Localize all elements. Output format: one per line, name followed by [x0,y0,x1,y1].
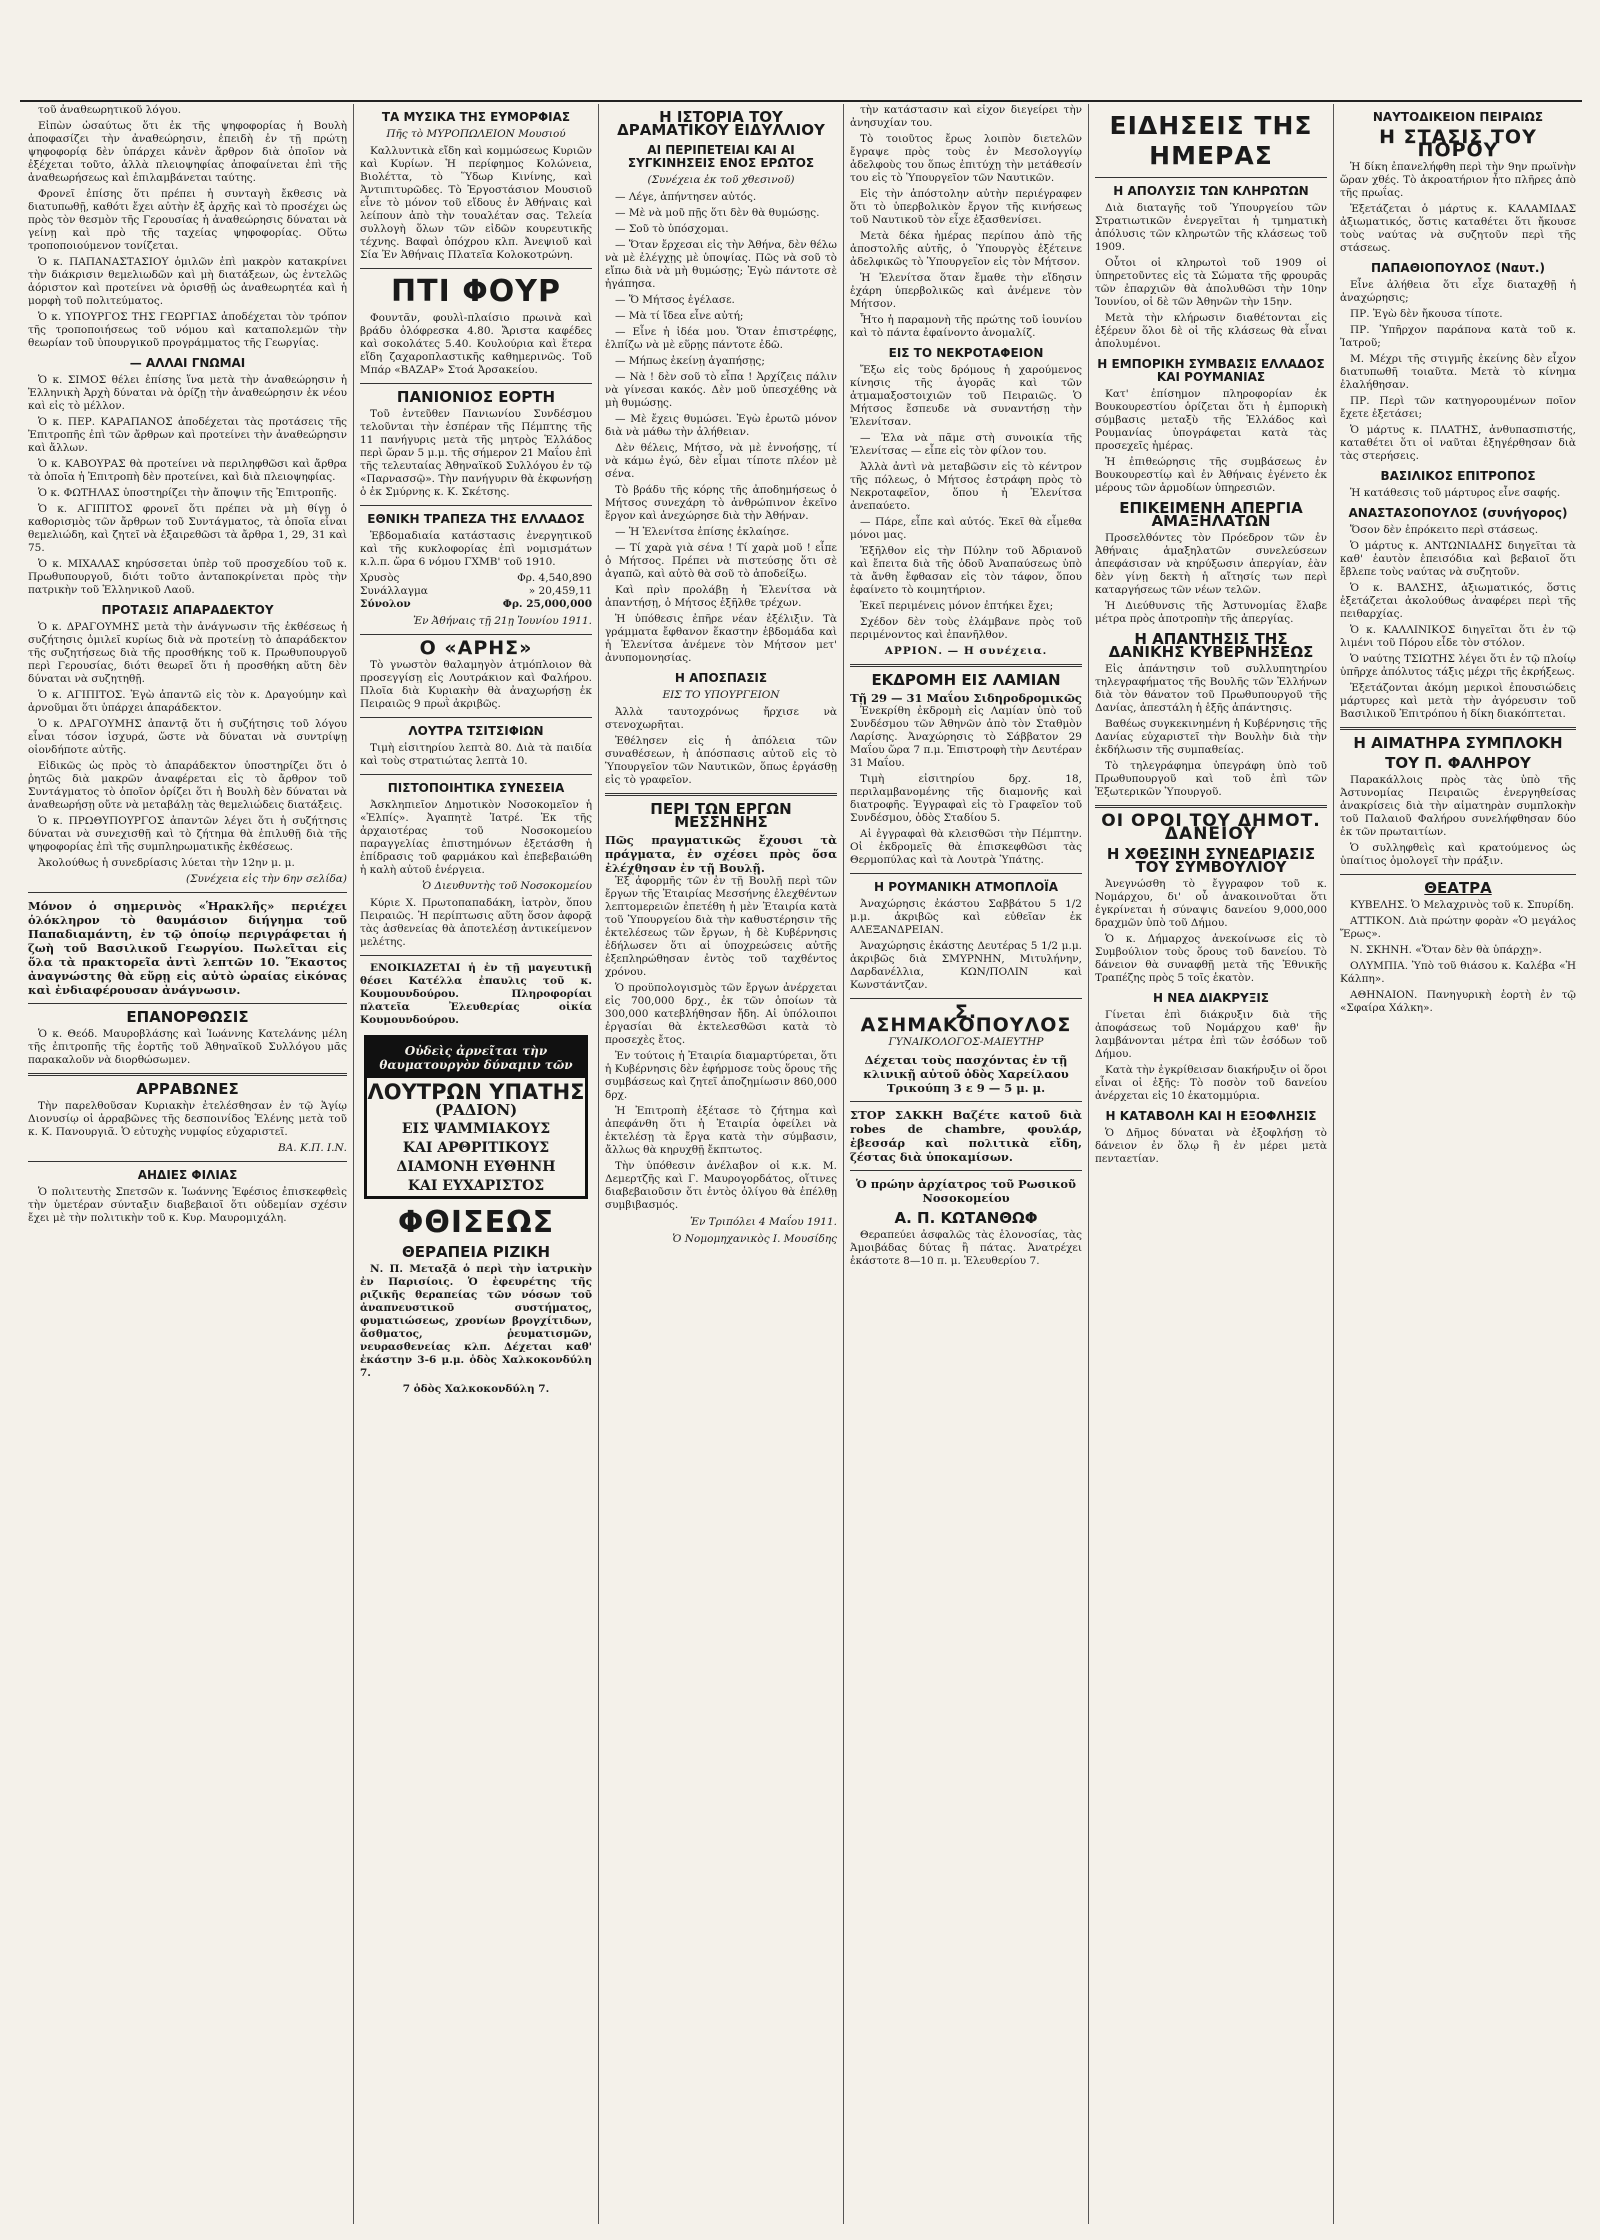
paragraph: Ἀναχώρησις ἐκάστης Δευτέρας 5 1/2 μ.μ. ἀκριβῶς διὰ ΣΜΥΡΝΗΝ, Μιτυλήνην, Δαρδανέλλια, ΚΩΝ/ΠΟΛΙΝ καὶ Κωνστάντζαν. [850,940,1082,991]
divider [360,717,592,718]
advert-text: Ὁ πρώην ἀρχίατρος τοῦ Ρωσικοῦ Νοσοκομείου [856,1177,1076,1205]
paragraph: Τὴν παρελθοῦσαν Κυριακὴν ἐτελέσθησαν ἐν τῷ Ἁγίῳ Διονυσίῳ οἱ ἀρραβῶνες τῆς δεσποινίδος Ἑλένης μετὰ τοῦ κ. Κ. Πανουργιᾶ. Ὁ εὐτυχὴς νυμφίος εὐχαριστεῖ. [28,1100,347,1138]
divider [360,955,592,956]
bank-value: Φρ. 4,540,890 [517,572,592,584]
divider [360,505,592,506]
paragraph: Ὁ κ. ΚΑΛΛΙΝΙΚΟΣ διηγεῖται ὅτι ἐν τῷ λιμένι τοῦ Πόρου εἶδε τὸν στόλον. [1340,624,1576,649]
baths-advert-subtitle: (ΡΑΔΙΟΝ) [434,1101,518,1119]
advert-heading: ΤΑ ΜΥΣΙΚΑ ΤΗΣ ΕΥΜΟΡΦΙΑΣ [381,110,571,124]
paragraph: Διὰ διαταγῆς τοῦ Ὑπουργείου τῶν Στρατιωτικῶν ἐνεργεῖται ἡ τμηματικὴ ἀπόλυσις τῶν κληρωτῶν τῆς κλάσεως τοῦ 1909. [1095,202,1327,253]
paragraph: — Μήπως ἐκείνῃ ἀγαπήσῃς; [615,355,765,367]
paragraph: Ἔξω εἰς τοὺς δρόμους ἡ χαρούμενος κίνησις τῆς ἀγορᾶς καὶ τῶν ἀτμαμαξοστοιχιῶν τοῦ Πειραιῶς. Ὁ Μήτσος ἔσπευδε νὰ συναντήσῃ τὴν Ἐλενίτσαν. [850,364,1082,428]
story-subheading: ΑΙ ΠΕΡΙΠΕΤΕΙΑΙ ΚΑΙ ΑΙ ΣΥΓΚΙΝΗΣΕΙΣ ΕΝΟΣ ΕΡΩΤΟΣ [627,143,815,170]
paragraph: Ὅσον δὲν ἐπρόκειτο περὶ στάσεως. [1350,524,1539,536]
divider [28,892,347,893]
divider [28,1003,347,1004]
bold-advert: Μόνον ὁ σημερινὸς «Ἡρακλῆς» περιέχει ὁλόκληρον τὸ θαυμάσιον διήγημα τοῦ Παπαδιαμάντη, ἐν τῷ ὁποίῳ περιγράφεται ἡ ζωὴ τοῦ Βασιλικοῦ Γεωργίου. Πωλεῖται εἰς ὅλα τὰ πρακτορεῖα ἀντὶ λεπτῶν 10. Ἕκαστος ἀναγνώστης θὰ εὕρῃ εἰς αὐτὸ ὡραίας εἰκόνας καὶ ἐνδιαφέρουσαν ἀνάγνωσιν. [28,899,347,997]
paragraph: Ὁ πολιτευτὴς Σπετσῶν κ. Ἰωάννης Ἐφέσιος ἐπισκεφθεὶς τὴν ὑμετέραν σύνταξιν διαβεβαιοῖ ὅτι οὐδεμίαν σχέσιν ἔχει μὲ τὴν πολιτικὴν τοῦ κ. Κυρ. Μαυρομιχάλη. [28,1186,347,1224]
bank-label: Χρυσὸς [360,572,400,584]
paragraph: Τὴν ὑπόθεσιν ἀνέλαβον οἱ κ.κ. Μ. Δεμερτζῆς καὶ Γ. Μαυρογορδάτος, οἵτινες διαβεβαιοῦσιν ὅτι ἐντὸς ὀλίγου θὰ ἐπέλθῃ συμβιβασμός. [605,1160,837,1211]
paragraph: Κύριε Χ. Πρωτοπαπαδάκη, ἰατρὸν, ὅπου Πειραιῶς. Ἡ περίπτωσις αὕτη ὅσον ἀφορᾷ τὰς ἀσθενείας θὰ ἀποτελέσῃ ἀντικείμενον μελέτης. [360,897,592,948]
advert-text: Καλλυντικὰ εἴδη καὶ κομμώσεως Κυριῶν καὶ Κυρίων. Ἡ περίφημος Κολώνεια, Βιολέττα, τὸ Ὕδωρ Κινίνης, καὶ Ἀντιπιτυρῶδες. Τὸ Ἐργοστάσιον Μουσιοῦ εἶνε τὸ μόνον τοῦ εἴδους ἐν Ἀθήναις καὶ λείπουν ἀπὸ τὴν τουαλέταν σας. Τελεία συλλογὴ ὅλων τῶν εἰδῶν κουρευτικῆς τέχνης. Βαφαὶ ὀπόχρου κλπ. Ἀνεψιοῦ καὶ Σία Ἐν Ἀθήναις Πλατεῖα Κολοκοτρώνη. [360,145,592,261]
paragraph: Οὗτοι οἱ κληρωτοὶ τοῦ 1909 οἱ ὑπηρετοῦντες εἰς τὰ Σώματα τῆς φρουρᾶς τῶν ἐπαρχιῶν θὰ ἀπολυθῶσι τὴν 10ην Ἰουνίου, οἱ δὲ τῶν Ἀθηνῶν τὴν 15ην. [1095,257,1327,308]
section-heading: Η ΑΠΑΝΤΗΣΙΣ ΤΗΣ ΔΑΝΙΚΗΣ ΚΥΒΕΡΝΗΣΕΩΣ [1108,630,1314,661]
paragraph: ΠΡ. Ὑπῆρχον παράπονα κατὰ τοῦ κ. Ἰατροῦ; [1340,324,1576,349]
paragraph: Ἐκεῖ περιμένεις μόνον ἐπτήκει ἔχει; [860,600,1054,612]
bank-value: Φρ. 25,000,000 [502,598,592,610]
paragraph: Ἐξετάζεται ὁ μάρτυς κ. ΚΑΛΑΜΙΔΑΣ ἀξιωματικός, ὅστις καταθέτει ὅτι ἤκουσε τοὺς ναύτας νὰ συζητοῦν περὶ τῆς στάσεως. [1340,203,1576,254]
divider [850,1101,1082,1102]
paragraph: Εἰπὼν ὡσαύτως ὅτι ἐκ τῆς ψηφοφορίας ἡ Βουλὴ ἀποφασίζει τὴν ἀναθεώρησιν, ἐπειδὴ ἐν τῇ πρώτῃ ψηφοφορίᾳ δὲν ὑπάρχει κἀνὲν ἄρθρον διὰ ὁποῖον νὰ ἐξέχεται τοῦτο, ἀλλὰ πλειοψηφίας ἀποφαίνεται ἐπὶ τῆς ἀναθεωρήσεως καὶ ἐπιλαμβάνεται ταύτης. [28,120,347,184]
advert-heading: Α. Π. ΚΩΤΑΝΘΩΦ [894,1209,1038,1227]
baths-advert-title: ΛΟΥΤΡΩΝ ΥΠΑΤΗΣ [367,1080,585,1104]
paragraph: — Ἐλα νὰ πᾶμε στὴ συνοικία τῆς Ἐλενίτσας — εἶπε εἰς τὸν φίλον του. [850,432,1082,457]
divider [1095,177,1327,178]
paragraph: — Μὲ νὰ μοῦ πῇς ὅτι δὲν θὰ θυμώσῃς. [615,207,820,219]
divider [850,998,1082,999]
paragraph: — Νὰ ! δὲν σοῦ τὸ εἶπα ! Ἀρχίζεις πάλιν νὰ γίνεσαι κακός. Δὲν μοῦ ὑπεσχέθης νὰ μὴ θυμώσῃς. [605,371,837,409]
section-heading: ΕΚΔΡΟΜΗ ΕΙΣ ΛΑΜΙΑΝ [871,671,1061,689]
advert-address: 7 ὁδὸς Χαλκοκονδύλη 7. [402,1383,550,1395]
advert-text: ΣΤΟΡ ΣΑΚΚΗ Βαζέτε κατοῦ διὰ robes de chambre, φουλάρ, ἐβεσσάρ καὶ πολιτικὰ εἴδη, ζέστας διὰ ὑποκαμίσων. [850,1108,1082,1164]
paragraph: Παρακάλλοις πρὸς τὰς ὑπὸ τῆς Ἀστυνομίας Πειραιῶς ἐνεργηθείσας ἀνακρίσεις διὰ τὴν αἱματηρὰν συμπλοκὴν τοῦ Παλαιοῦ Φαλήρου συνελήφθησαν δύο ἐκ τῶν πρωταιτίων. [1340,774,1576,838]
section-heading: — ΑΛΛΑΙ ΓΝΩΜΑΙ [129,356,246,370]
paragraph: Ὁ κ. ΦΩΤΗΛΑΣ ὑποστηρίζει τὴν ἄποψιν τῆς Ἐπιτροπῆς. [38,487,337,499]
paragraph: Ἦτο ἡ παραμονὴ τῆς πρώτης τοῦ ἰουνίου καὶ τὸ πάντα ἐφαίνοντο ἀνομαλίζ. [850,314,1082,339]
section-heading: ΑΡΡΑΒΩΝΕΣ [136,1080,239,1098]
dateline: Ἐν Τριπόλει 4 Μαΐου 1911. [689,1216,837,1228]
theatre-listing: Ν. ΣΚΗΝΗ. «Ὅταν δὲν θὰ ὑπάρχῃ». [1350,944,1542,956]
divider [850,664,1082,667]
section-heading: ΕΙΣ ΤΟ ΝΕΚΡΟΤΑΦΕΙΟΝ [888,346,1044,360]
paragraph: Ἀνεγνώσθη τὸ ἔγγραφον τοῦ κ. Νομάρχου, δι' οὗ ἀνακοινοῦται ὅτι ἐγκρίνεται ἡ σύναψις δανείου 9,000,000 δραχμῶν ὑπὸ τοῦ Δήμου. [1095,878,1327,929]
paragraph: Τιμὴ εἰσιτηρίου λεπτὰ 80. Διὰ τὰ παιδία καὶ τοὺς στρατιώτας λεπτὰ 10. [360,742,592,767]
baths-advert-line: ΚΑΙ ΑΡΘΡΙΤΙΚΟΥΣ [402,1140,550,1156]
divider [850,873,1082,874]
advert-text: Δέχεται τοὺς πασχόντας ἐν τῇ κλινικῇ αὐτοῦ ὁδὸς Χαρείλαου Τρικούπη 3 ε 9 — 5 μ. μ. [863,1053,1069,1095]
baths-advert [364,1035,588,1199]
baths-advert-line: ΚΑΙ ΕΥΧΑΡΙΣΤΟΣ [407,1178,545,1194]
paragraph: — Ὅ Μήτσος ἐγέλασε. [615,294,735,306]
paragraph: Ὁ κ. ΚΑΒΟΥΡΑΣ θὰ προτείνει νὰ περιληφθῶσι καὶ ἄρθρα τὰ ὁποῖα ἡ Ἐπιτροπὴ δὲν προτείνει, καὶ διὰ πλειοψηφίας. [28,458,347,483]
paragraph: Ὁ μάρτυς κ. ΑΝΤΩΝΙΑΔΗΣ διηγεῖται τὰ καθ' ἑαυτὸν ἐπεισόδια καὶ βεβαιοῖ ὅτι ἔβλεπε τοὺς ναύτας νὰ συζητοῦν. [1340,540,1576,578]
column-5 [1089,104,1334,2224]
column-4 [844,104,1089,2224]
theatre-listing: ΟΛΥΜΠΙΑ. Ὑπὸ τοῦ θιάσου κ. Καλέβα «Ἡ Κάλπη». [1340,960,1576,985]
paragraph: Ὁ κ. ΑΓΙΠΙΤΟΣ φρονεῖ ὅτι πρέπει νὰ μὴ θίγῃ ὁ καθορισμὸς τῶν ἄρθρων τοῦ Συντάγματος, τὰ ὁποῖα εἶναι θεμελιώδη, καὶ ζητεῖ νὰ ἐξαιρεθῶσι τὰ ἄρθρα 1, 29, 31 καὶ 75. [28,503,347,554]
paragraph: Εἶνε ἀλήθεια ὅτι εἶχε διαταχθῇ ἡ ἀναχώρησις; [1340,279,1576,304]
advert-text: Φουντᾶν, φουλὶ-πλαίσιο πρωινὰ καὶ βράδυ ὀλόφρεσκα 4.80. Ἄριστα καφέδες καὶ σοκολάτες 5.40. Κουλούρια καὶ ἕτερα εἴδη ζαχαροπλαστικῆς καθημερινῶς. Τοῦ Μπάρ «ΒΑΖΑΡ» Στοά Ἀρσακείου. [360,312,592,376]
section-heading: ΕΠΙΚΕΙΜΕΝΗ ΑΠΕΡΓΙΑ ΑΜΑΞΗΛΑΤΩΝ [1119,499,1303,530]
rent-notice: ΕΝΟΙΚΙΑΖΕΤΑΙ ἡ ἐν τῇ μαγευτικῇ θέσει Κατέλλα ἐπαυλις τοῦ κ. Κουμουνδούρου. Πληροφορίαι πλατεῖα Ἐλευθερίας οἰκία Κουμουνδούρου. [360,962,592,1026]
paragraph: — Πάρε, εἶπε καὶ αὐτός. Ἐκεῖ θὰ εἶμεθα μόνοι μας. [850,516,1082,541]
section-heading: ΝΑΥΤΟΔΙΚΕΙΟΝ ΠΕΙΡΑΙΩΣ [1372,110,1544,124]
theatre-listing: ΚΥΒΕΛΗΣ. Ὁ Μελαχρινὸς τοῦ κ. Σπυρίδη. [1350,899,1574,911]
paragraph: ΠΡ. Ἐγὼ δὲν ἤκουσα τίποτε. [1350,308,1503,320]
news-masthead: ΕΙΔΗΣΕΙΣ ΤΗΣ ΗΜΕΡΑΣ [1109,111,1313,170]
divider [360,268,592,269]
advert-heading-large: ΠΤΙ ΦΟΥΡ [391,274,561,309]
section-heading: ΠΑΝΙΟΝΙΟΣ ΕΟΡΤΗ [396,388,556,406]
paragraph: Ὁ κ. ΔΡΑΓΟΥΜΗΣ ἀπαντᾷ ὅτι ἡ συζήτησις τοῦ λόγου εἶναι τόσον ἰσχυρά, ὥστε νὰ δύναται νὰ συντρίψῃ οἱονδήποτε αὐτῆς. [28,718,347,756]
paragraph: Ἑβδομαδιαία κατάστασις ἐνεργητικοῦ καὶ τῆς κυκλοφορίας ἐπὶ νομισμάτων κ.λ.π. ὥρα 6 νόμου ΓΧΜΒ' τοῦ 1910. [360,530,592,568]
paragraph: Ὁ κ. ΜΙΧΑΛΑΣ κηρύσσεται ὑπὲρ τοῦ προσχεδίου τοῦ κ. Πρωθυπουργοῦ, διότι τοῦτο ἀνταποκρίνεται πρὸς τὴν πατρικὴν τοῦ Ἑλληνικοῦ Λαοῦ. [28,558,347,596]
paragraph: — Μὲ ἔχεις θυμώσει. Ἐγὼ ἐρωτῶ μόνον διὰ νὰ μάθω τὴν ἀλήθειαν. [605,413,837,438]
top-rule [20,100,1582,102]
paragraph: Ὁ κ. Δήμαρχος ἀνεκοίνωσε εἰς τὸ Συμβούλιον τοὺς ὅρους τοῦ δανείου. Τὸ δάνειον θὰ συναφθῇ μετὰ τῆς Ἐθνικῆς Τραπέζης πρὸς 5 τοῖς ἑκατὸν. [1095,933,1327,984]
advert-text: Ν. Π. Μεταξᾶ ὁ περὶ τὴν ἰατρικὴν ἐν Παρισίοις. Ὁ ἐφευρέτης τῆς ριζικῆς θεραπείας τῶν νόσων τοῦ ἀναπνευστικοῦ συστήματος, φυματιώσεως, χρονίων βρογχίτιδων, ἄσθματος, ῥευματισμῶν, νευρασθενείας κλπ. Δέχεται καθ' ἑκάστην 3-6 μ.μ. ὁδὸς Χαλκοκονδύλη 7. [360,1263,592,1379]
divider [850,1170,1082,1171]
paragraph: Ἡ ὑπόθεσις ἐπῆρε νέαν ἐξέλιξιν. Τὰ γράμματα ἔφθανον ἕκαστην ἑβδομάδα καὶ ἡ Ἐλενίτσα ἀνέμενε τὸν Μήτσον μετ' ἀνυπομονησίας. [605,613,837,664]
signature: Ὁ Διευθυντὴς τοῦ Νοσοκομείου [422,880,592,892]
signature: ΒΑ. Κ.Π. Ι.Ν. [278,1142,347,1154]
advert-subheading: Πῆς τὸ ΜΥΡΟΠΩΛΕΙΟΝ Μουσιού [386,128,566,140]
divider [360,634,592,635]
divider [360,383,592,384]
paragraph: Ἡ Ἐπιτροπὴ ἐξέτασε τὸ ζήτημα καὶ ἀπεφάνθη ὅτι ἡ Ἐταιρία ὀφείλει νὰ ἐκτελέσῃ τὰ ἔργα κατὰ τὴν σύμβασιν, ἄλλως θὰ κηρυχθῇ ἔκπτωτος. [605,1105,837,1156]
columns [22,104,1582,2224]
paragraph: Ἐξετάζονται ἀκόμη μερικοὶ ἐπουσιώδεις μάρτυρες καὶ μετὰ τὴν ἀγόρευσιν τοῦ Βασιλικοῦ Ἐπιτρόπου ἡ δίκη διακόπτεται. [1340,682,1576,720]
paragraph: Κατ' ἐπίσημον πληροφορίαν ἐκ Βουκουρεστίου ὁρίζεται ὅτι ἡ ἐμπορικὴ σύμβασις μεταξὺ τῆς Ἑλλάδος καὶ Ρουμανίας ὑπογράφεται κατὰ τὰς προσεχεῖς ἡμέρας. [1095,388,1327,452]
paragraph: Ἡ ἐπιθεώρησις τῆς συμβάσεως ἐν Βουκουρεστίῳ καὶ ἐν Ἀθήναις ἐγένετο ἐκ μέρους τῶν ἀρμοδίων ὑπηρεσιῶν. [1095,456,1327,494]
section-heading: ΟΙ ΟΡΟΙ ΤΟΥ ΔΗΜΟΤ. ΔΑΝΕΙΟΥ [1101,811,1321,844]
speaker-heading: ΒΑΣΙΛΙΚΟΣ ΕΠΙΤΡΟΠΟΣ [1380,469,1536,483]
section-heading: Η ΑΠΟΣΠΑΣΙΣ [674,671,768,685]
paragraph: Ὁ συλληφθεὶς καὶ κρατούμενος ὡς ὑπαίτιος ὁμολογεῖ τὴν πράξιν. [1340,842,1576,867]
section-heading: Η ΝΕΑ ΔΙΑΚΡΥΞΙΣ [1153,991,1269,1005]
advert-heading: Σ. ΑΣΗΜΑΚΟΠΟΥΛΟΣ [860,1001,1072,1036]
section-subheading: Η ΧΘΕΣΙΝΗ ΣΥΝΕΔΡΙΑΣΙΣ ΤΟΥ ΣΥΜΒΟΥΛΙΟΥ [1106,845,1316,876]
story-heading: Η ΙΣΤΟΡΙΑ ΤΟΥ ΔΡΑΜΑΤΙΚΟΥ ΕΙΔΥΛΛΙΟΥ [617,108,825,139]
bank-row [360,598,592,611]
paragraph: ΠΡ. Περὶ τῶν κατηγορουμένων ποῖον ἔχετε ἐξετάσει; [1340,395,1576,420]
paragraph: Ὁ κ. ΒΑΛΣΗΣ, ἀξιωματικός, ὅστις ἐξετάζεται ἀκολούθως ἀναφέρει περὶ τῆς πειθαρχίας. [1340,582,1576,620]
speaker-heading: ΑΝΑΣΤΑΣΟΠΟΥΛΟΣ (συνήγορος) [1348,506,1568,520]
continuation-note: (Συνέχεια ἐκ τοῦ χθεσινοῦ) [647,174,795,186]
section-heading: ΠΙΣΤΟΠΟΙΗΤΙΚΑ ΣΥΝΕΣΕΙΑ [387,781,565,795]
divider [1340,727,1576,730]
continuation-note: (Συνέχεια εἰς τὴν 6ην σελίδα) [185,873,347,885]
paragraph: Εἰς τὴν ἀπόστολην αὐτὴν περιέγραφεν ὅτι τὸ ὑπερβολικὸν ἔργον τῆς κινήσεως τοῦ Ναυτικοῦ τὸν εἶχε ἐξασθενίσει. [850,188,1082,226]
paragraph: — Ὅταν ἔρχεσαι εἰς τὴν Ἀθήνα, δὲν θέλω νὰ μὲ ἐλέγχῃς μὲ ὑποψίας. Πῶς νὰ σοῦ τὸ εἴπω διὰ νὰ μὴ θυμώσῃς; Ἐγὼ πάντοτε σὲ ἠγάπησα. [605,239,837,290]
paragraph: Φρονεῖ ἐπίσης ὅτι πρέπει ἡ συνταγὴ ἔκθεσις νὰ διατυπωθῇ, καθότι ἔχει αὐτὴν ἐξ ἀρχῆς καὶ τὸ προσέχει ὡς πρὸς τὸν θεσμὸν τῆς Γερουσίας ἡ ἀναθεώρησις δύναται νὰ γείνῃ καὶ πρὸ τῆς ταχείας ψηφοφορίας. Οὕτω τροποποιούμενον τονίζεται. [28,188,347,252]
paragraph: Ἐξῆλθον εἰς τὴν Πύλην τοῦ Ἀδριανοῦ καὶ ἔπειτα διὰ τῆς ὁδοῦ Ἀναπαύσεως ὑπὸ τὰ ἄνθη ἔφθασαν εἰς τὸν τάφον, ὅπου ἐφαίνετο τὸ κοιμητήριον. [850,545,1082,596]
paragraph: Ὁ κ. ΔΡΑΓΟΥΜΗΣ μετὰ τὴν ἀνάγνωσιν τῆς ἐκθέσεως ἡ συζήτησις ὁμιλεῖ κυρίως διὰ νὰ προτείνῃ τὸ ἀπαράδεκτον τῆς συζητήσεως διὰ τῆς προσθήκης τοῦ κ. Πρωθυπουργοῦ περὶ Γερουσίας, διότι θεωρεῖ ὅτι ἡ προσθήκη αὕτη δὲν δύναται νὰ συζητηθῇ. [28,621,347,685]
column-2 [354,104,599,2224]
advert-subheading: ΘΕΡΑΠΕΙΑ ΡΙΖΙΚΗ [401,1243,551,1261]
bold-lead: Πῶς πραγματικῶς ἔχουσι τὰ πράγματα, ἐν σχέσει πρὸς ὅσα ἐλέχθησαν ἐν τῇ Βουλῇ. [605,833,837,875]
paragraph: Ἐξ ἀφορμῆς τῶν ἐν τῇ Βουλῇ περὶ τῶν ἔργων τῆς Ἐταιρίας Μεσσήνης ἐλεχθέντων λεπτομερειῶν ἐπετέθη ἡ μὲν Ἐταιρία κατὰ τοῦ Ὑπουργείου διὰ τὴν καθυστέρησιν τῆς ἐκτελέσεως τῶν ἔργων, ἡ δὲ Κυβέρνησις ἐδήλωσεν ὅτι αἱ ὑποχρεώσεις αὐτῆς ἐξεπληρώθησαν ἐντὸς τοῦ ταχθέντος χρόνου. [605,875,837,978]
paragraph: Τὸ τηλεγράφημα ὑπεγράφη ὑπὸ τοῦ Πρωθυπουργοῦ καὶ τοῦ ἐπὶ τῶν Ἐξωτερικῶν Ὑπουργοῦ. [1095,760,1327,798]
section-heading: Ο «ΑΡΗΣ» [419,637,533,659]
column-6 [1334,104,1582,2224]
paragraph: Ἀσκληπιεῖον Δημοτικὸν Νοσοκομεῖον ἡ «Ἐλπίς». Ἀγαπητὲ Ἰατρέ. Ἐκ τῆς ἀρχαιοτέρας τοῦ Νοσοκομείου παραγγελίας ἐπιστημόνων ἐξετάσθη ἡ ἐπίδρασις τοῦ φαρμάκου καὶ ἐπεβεβαιώθη ἡ καλὴ αὐτοῦ ἐνέργεια. [360,799,592,876]
paragraph: Μ. Μέχρι τῆς στιγμῆς ἐκείνης δὲν εἶχον διατυπωθῆ τοιαῦτα. Μετὰ τὸ κίνημα ἐλαλήθησαν. [1340,353,1576,391]
divider [605,793,837,796]
paragraph: Ἐνεκρίθη ἐκδρομὴ εἰς Λαμίαν ὑπὸ τοῦ Συνδέσμου τῶν Ἀθηνῶν ἀπὸ τὸν Σταθμὸν Λαρίσης. Ἀναχώρησις τὸ Σάββατον 29 Μαΐου ὥρα 7 π.μ. Ἐπιστροφὴ τὴν Δευτέραν 31 Μαΐου. [850,705,1082,769]
paragraph: τοῦ ἀναθεωρητικοῦ λόγου. [38,104,182,116]
section-heading: ΛΟΥΤΡΑ ΤΣΙΤΣΙΦΙΩΝ [408,724,544,738]
section-heading: Η ΡΟΥΜΑΝΙΚΗ ΑΤΜΟΠΛΟΪΑ [873,880,1059,894]
baths-advert-intro: Οὐδεὶς ἀρνεῖται τὴν θαυματουργὸν δύναμιν τῶν [367,1038,585,1078]
paragraph: Καὶ πρὶν προλάβῃ ἡ Ἐλενίτσα νὰ ἀπαντήσῃ, ὁ Μήτσος ἐξῆλθε τρέχων. [605,584,837,609]
paragraph: Ὁ μάρτυς κ. ΠΛΑΤΗΣ, ἀνθυπασπιστής, καταθέτει ὅτι οἱ ναῦται ἐξηγέρθησαν διὰ τὰς στερήσεις. [1340,424,1576,462]
advert-text: Θεραπεύει ἀσφαλῶς τὰς ἑλονοσίας, τὰς Ἀμοιβάδας δύτας ἢ πάτας. Ἀνατρέχει ἐκάστοτε 8—10 π. μ. Ἑλευθερίου 7. [850,1229,1082,1267]
section-subheading: ΕΙΣ ΤΟ ΥΠΟΥΡΓΕΙΟΝ [662,689,780,701]
signature: Ὁ Νομομηχανικὸς Ι. Μουσίδης [672,1233,837,1245]
section-subheading: ΤΟΥ Π. ΦΑΛΗΡΟΥ [1385,754,1531,772]
paragraph: — Σοῦ τὸ ὑπόσχομαι. [615,223,729,235]
paragraph: Εἰς ἀπάντησιν τοῦ συλλυπητηρίου τηλεγραφήματος τῆς Βουλῆς τῶν Ἑλλήνων διὰ τὸν θάνατον τοῦ Πρωθυπουργοῦ τῆς Δανίας, ἀπεστάλη ἡ ἑξῆς ἀπάντησις. [1095,663,1327,714]
section-heading: ΑΗΔΙΕΣ ΦΙΛΙΑΣ [137,1168,238,1182]
paragraph: Προσελθόντες τὸν Πρόεδρον τῶν ἐν Ἀθήναις ἁμαξηλατῶν συνελεύσεων ἀπεφάσισαν νὰ κηρύξωσιν ἀπεργίαν, ἐὰν δὲν γίνῃ δεκτὴ ἡ αἴτησίς των περὶ καταργήσεως τῶν νέων τελῶν. [1095,532,1327,596]
paragraph: Ὁ κ. Θεόδ. Μαυροβλάσης καὶ Ἰωάννης Κατελάνης μέλη τῆς ἐπιτροπῆς τῆς ἑορτῆς τοῦ Ἀθηναϊκοῦ Συλλόγου μᾶς παρακαλοῦν νὰ διορθώσωμεν. [28,1028,347,1066]
paragraph: Γίνεται ἐπὶ διάκρυξιν διὰ τῆς ἀποφάσεως τοῦ Νομάρχου καθ' ἣν λαμβάνονται μέτρα ἐπὶ τῶν ἐσόδων τοῦ Δήμου. [1095,1009,1327,1060]
section-heading: ΘΕΑΤΡΑ [1424,879,1492,897]
paragraph: Τὸ τοιοῦτος ἔρως λοιπὸν διετελῶν ἔγραψε πρὸς τοὺς ἐν Μεσολογγίῳ ἀδελφοὺς του ὅπως ἐπιτύχῃ τὴν μετάθεσίν του εἰς τὸ Ὑπουργεῖον τῶν Ναυτικῶν. [850,133,1082,184]
paragraph: Ὁ ναύτης ΤΣΙΩΤΗΣ λέγει ὅτι ἐν τῷ πλοίῳ ὑπῆρχε ἀπόλυτος τάξις μέχρι τῆς ἐκρήξεως. [1340,653,1576,678]
section-heading: ΠΡΟΤΑΣΙΣ ΑΠΑΡΑΔΕΚΤΟΥ [101,603,274,617]
paragraph: Μετὰ τὴν κλήρωσιν διαθέτονται εἰς ἐξέρευν ὅλοι δὲ οἱ τῆς κλάσεως θὰ εἶναι ἀπολυμένοι. [1095,312,1327,350]
paragraph: Ὁ προϋπολογισμὸς τῶν ἔργων ἀνέρχεται εἰς 700,000 δρχ., ἐκ τῶν ὁποίων τὰ 300,000 κατεβλήθησαν ἤδη. Αἱ ὑπόλοιποι ἐργασίαι θὰ ἐκτελεσθῶσι κατὰ τὸ προσεχὲς ἔτος. [605,982,837,1046]
paragraph: Ἡ κατάθεσις τοῦ μάρτυρος εἶνε σαφής. [1350,487,1561,499]
advert-subheading: ΓΥΝΑΙΚΟΛΟΓΟΣ-ΜΑΙΕΥΤΗΡ [888,1036,1044,1048]
paragraph: Σχέδον δὲν τοὺς ἐλάμβανε πρὸς τοῦ περιμένοντος καὶ ἐπανῆλθον. [850,616,1082,641]
divider [28,1073,347,1076]
paragraph: Ἀκολούθως ἡ συνεδρίασις λύεται τὴν 12ην μ. μ. [38,857,295,869]
bank-row [360,572,592,585]
baths-advert-line: ΕΙΣ ΨΑΜΜΙΑΚΟΥΣ [401,1121,551,1137]
paragraph: τὴν κατάστασιν καὶ εἶχον διεγείρει τὴν ἀνησυχίαν του. [850,104,1082,129]
section-heading: Η ΕΜΠΟΡΙΚΗ ΣΥΜΒΑΣΙΣ ΕΛΛΑΔΟΣ ΚΑΙ ΡΟΥΜΑΝΙΑΣ [1097,357,1325,384]
advert-heading-large: ΦΘΙΣΕΩΣ [397,1205,555,1240]
section-heading: Η ΣΤΑΣΙΣ ΤΟΥ ΠΟΡΟΥ [1379,126,1537,161]
paragraph: Ὁ Δῆμος δύναται νὰ ἐξοφλήσῃ τὸ δάνειον ἐν ὅλῳ ἢ ἐν μέρει μετὰ πενταετίαν. [1095,1127,1327,1165]
paragraph: Δὲν θέλεις, Μήτσο, νὰ μὲ ἐννοήσῃς, τί νὰ κάμω ἐγώ, δὲν εἶμαι τίποτε πλέον μὲ σένα. [605,442,837,480]
divider [360,774,592,775]
paragraph: Ὁ κ. ΑΓΙΠΙΤΟΣ. Ἐγὼ ἀπαντῶ εἰς τὸν κ. Δραγούμην καὶ ἀρνοῦμαι ὅτι ὑπάρχει ἀπαράδεκτον. [28,689,347,714]
paragraph: Τὸ γνωστὸν θαλαμηγὸν ἀτμόπλοιον θὰ προσεγγίσῃ εἰς Λουτράκιον καὶ Φαλήρου. Πλοῖα διὰ Κυριακὴν θὰ ἀναχωρήσῃ ἐκ Πειραιῶς 9 πρωῒ ἀκριβῶς. [360,659,592,710]
bank-value: » 20,459,11 [528,585,592,597]
divider [1095,805,1327,808]
paragraph: Ἀλλὰ ταυτοχρόνως ἤρχισε νὰ στενοχωρῆται. [605,706,837,731]
paragraph: Ἀναχώρησις ἐκάστου Σαββάτου 5 1/2 μ.μ. ἀκριβῶς καὶ εὐθεῖαν ἐκ ΑΛΕΞΑΝΔΡΕΙΑΝ. [850,898,1082,936]
speaker-heading: ΠΑΠΑΘΙΟΠΟΥΛΟΣ (Ναυτ.) [1371,261,1545,275]
paragraph: Ἀλλὰ ἀντὶ νὰ μεταβῶσιν εἰς τὸ κέντρον τῆς πόλεως, ὁ Μήτσος ἐστράφη πρὸς τὸ Νεκροταφεῖον, ὅπου ἡ Ἐλενίτσα ἀνεπαύετο. [850,461,1082,512]
paragraph: Ὁ κ. ΠΑΠΑΝΑΣΤΑΣΙΟΥ ὁμιλῶν ἐπὶ μακρὸν κατακρίνει τὴν διάκρισιν θεμελιωδῶν καὶ μὴ διατάξεων, ὡς ἐντελῶς ἀόριστον καὶ προτείνει νὰ ὁρισθῇ ὡς ἀναθεωρητέα καὶ ἡ μορφὴ τοῦ πολιτεύματος. [28,256,347,307]
section-heading: Η ΚΑΤΑΒΟΛΗ ΚΑΙ Η ΕΞΟΦΛΗΣΙΣ [1105,1109,1317,1123]
baths-advert-line: ΔΙΑΜΟΝΗ ΕΥΘΗΝΗ [396,1159,556,1175]
section-heading: ΠΕΡΙ ΤΩΝ ΕΡΓΩΝ ΜΕΣΣΗΝΗΣ [650,800,792,831]
bank-label: Σύνολον [360,598,411,610]
column-3 [599,104,844,2224]
section-heading: Η ΑΠΟΛΥΣΙΣ ΤΩΝ ΚΛΗΡΩΤΩΝ [1113,184,1309,198]
paragraph: Ἐθέλησεν εἰς ἡ ἀπόλεια τῶν συναθέσεων, ἡ ἀπόσπασις αὐτοῦ εἰς τὸ Ὑπουργεῖον τῶν Ναυτικῶν, ὅπως ἐργάσθῃ εἰς τὸ γραφεῖον. [605,735,837,786]
paragraph: Ἡ Διεύθυνσις τῆς Ἀστυνομίας ἔλαβε μέτρα πρὸς ἀποτροπὴν τῆς ἀπεργίας. [1095,600,1327,625]
continuation-note: ΑΡΡΙΟΝ. — Η συνέχεια. [884,645,1048,657]
section-heading: Η ΑΙΜΑΤΗΡΑ ΣΥΜΠΛΟΚΗ [1353,734,1563,752]
paragraph: Κατὰ τὴν ἐγκρίθεισαν διακήρυξιν οἱ ὅροι εἶναι οἱ ἑξῆς: Τὸ ποσὸν τοῦ δανείου ἀνέρχεται εἰς 10 ἑκατομμύρια. [1095,1064,1327,1102]
bold-lead: Τῇ 29 — 31 Μαΐου Σιδηροδρομικῶς [850,691,1082,705]
dateline: Ἐν Ἀθήναις τῇ 21ῃ Ἰουνίου 1911. [413,615,592,627]
paragraph: Εἰδικῶς ὡς πρὸς τὸ ἀπαράδεκτον ὑποστηρίζει ὅτι ὁ ῥητῶς διὰ μακρῶν ἀναφέρεται εἰς τὸ ἄρθρον τοῦ Συντάγματος τὸ ὁποῖον ὁρίζει ὅτι ἡ Βουλὴ δὲν δύναται νὰ ἀναθεωρήσῃ οὔτε νὰ μεταβάλῃ τὰς θεμελιώδεις διατάξεις. [28,760,347,811]
bank-row [360,585,592,598]
section-heading: ΕΠΑΝΟΡΘΩΣΙΣ [126,1008,249,1026]
theatre-listing: ΑΘΗΝΑΙΟΝ. Πανηγυρικὴ ἑορτὴ ἐν τῷ «Σφαίρα Χάλκη». [1340,989,1576,1014]
paragraph: — Μὰ τί ἴδεα εἶνε αὐτή; [615,310,744,322]
paragraph: Ἡ δίκη ἐπανελήφθη περὶ τὴν 9ην πρωϊνὴν ὥραν χθές. Τὸ ἀκροατήριον ἦτο πλῆρες ἀπὸ τῆς πρωΐας. [1340,161,1576,199]
divider [1340,874,1576,875]
paragraph: Ὁ κ. ΠΡΩΘΥΠΟΥΡΓΟΣ ἀπαντῶν λέγει ὅτι ἡ συζήτησις δύναται νὰ συνεχισθῇ καὶ τὸ ζήτημα θὰ ἐπιλυθῇ διὰ τῆς ψηφοφορίας ἐπὶ τῆς συμπληρωματικῆς ἐκθέσεως. [28,815,347,853]
paragraph: Τοῦ ἐντεῦθεν Πανιωνίου Συνδέσμου τελοῦνται τὴν ἑσπέραν τῆς Πέμπτης τῆς 11 πανήγυρις μετὰ τῆς μητρὸς Ἑλλάδος περὶ ὥραν 5 μ.μ. τῆς σήμερον 21 Μαΐου ἐπὶ τῆς τελευταίας Ἀθηναϊκοῦ Συλλόγου ἐν τῷ «Παρνασσῷ». Τὴν πανήγυριν θὰ ἐκφωνήσῃ ὁ ἐκ Σμύρνης κ. Κ. Σκέτσης. [360,408,592,498]
theatre-listing: ΑΤΤΙΚΟΝ. Διὰ πρώτην φορὰν «Ὁ μεγάλος Ἔρως». [1340,915,1576,940]
paragraph: Αἱ ἐγγραφαὶ θὰ κλεισθῶσι τὴν Πέμπτην. Οἱ ἐκδρομεῖς θὰ ἐπισκεφθῶσι τὰς Θερμοπύλας καὶ τὰ Λουτρὰ Ὑπάτης. [850,828,1082,866]
paragraph: Ἐν τούτοις ἡ Ἐταιρία διαμαρτύρεται, ὅτι ἡ Κυβέρνησις δὲν ἐφήρμοσε τοὺς ὅρους τῆς συμβάσεως καὶ ζητεῖ ἀποζημίωσιν 860,000 δρχ. [605,1050,837,1101]
paragraph: Τιμὴ εἰσιτηρίου δρχ. 18, περιλαμβανομένης τῆς διαμονῆς καὶ διατροφῆς. Ἐγγραφαὶ εἰς τὸ Γραφεῖον τοῦ Συνδέσμου, ὁδὸς Σταδίου 5. [850,773,1082,824]
column-1 [22,104,354,2224]
divider [28,1161,347,1162]
paragraph: — Ἡ Ἐλενίτσα ἐπίσης ἐκλαίησε. [615,526,790,538]
paragraph: Μετὰ δέκα ἡμέρας περίπου ἀπὸ τῆς ἀποστολῆς αὐτῆς, ὁ Ὑπουργὸς ἐξέτεινε ἀδελφικῶς τὸ Ὑπουργεῖον εἰς τὸν Μήτσον. [850,230,1082,268]
paragraph: Ἡ Ἐλενίτσα ὅταν ἔμαθε τὴν εἴδησιν ἐχάρη ὑπερβολικῶς καὶ ἀνέμενε τὸν Μήτσον. [850,272,1082,310]
paragraph: Ὁ κ. ΥΠΟΥΡΓΟΣ ΤΗΣ ΓΕΩΡΓΙΑΣ ἀποδέχεται τὸν τρόπον τῆς τροποποιήσεως τοῦ νόμου καὶ καταπολεμῶν τὴν θεωρίαν τοῦ ὑπουργικοῦ προγράμματος τῆς Γεωργίας. [28,311,347,349]
paragraph: — Εἶνε ἡ ἰδέα μου. Ὅταν ἐπιστρέφῃς, ἐλπίζω νὰ μὲ εὕρῃς πάντοτε ἐδῶ. [605,326,837,351]
section-heading: ΕΘΝΙΚΗ ΤΡΑΠΕΖΑ ΤΗΣ ΕΛΛΑΔΟΣ [367,512,585,526]
paragraph: — Τί χαρὰ γιὰ σένα ! Τί χαρὰ μοῦ ! εἶπε ὁ Μήτσος. Πρέπει νὰ πιστεύσῃς ὅτι σὲ ἀγαπῶ, καὶ αὐτὸ θὰ σοῦ τὸ ἀποδείξω. [605,542,837,580]
paragraph: — Λέγε, ἀπήντησεν αὐτός. [615,191,757,203]
paragraph: Ὁ κ. ΣΙΜΟΣ θέλει ἐπίσης ἵνα μετὰ τὴν ἀναθεώρησιν ἡ Ἑλληνικὴ Ἀρχὴ δύναται νὰ ὁρίζῃ τὴν ἀναθεώρησιν ἐκ νέου καὶ εἰς τὸ μέλλον. [28,374,347,412]
paragraph: Τὸ βράδυ τῆς κόρης τῆς ἀποδημήσεως ὁ Μήτσος συνεχάρη τὸ ἀνθρώπινον ἐκεῖνο ἔργον καὶ ἀνεχώρησε διὰ τὴν Ἀθήναν. [605,484,837,522]
paragraph: Ὁ κ. ΠΕΡ. ΚΑΡΑΠΑΝΟΣ ἀποδέχεται τὰς προτάσεις τῆς Ἐπιτροπῆς ἐπὶ τῶν ἄρθρων καὶ προτείνει τὴν ἀναθεώρησιν καὶ ἄλλων. [28,416,347,454]
paragraph: Βαθέως συγκεκινημένη ἡ Κυβέρνησις τῆς Δανίας εὐχαριστεῖ τὴν Βουλὴν διὰ τὴν ἐκδήλωσιν τῆς συμπαθείας. [1095,718,1327,756]
bank-label: Συνάλλαγμα [360,585,428,597]
